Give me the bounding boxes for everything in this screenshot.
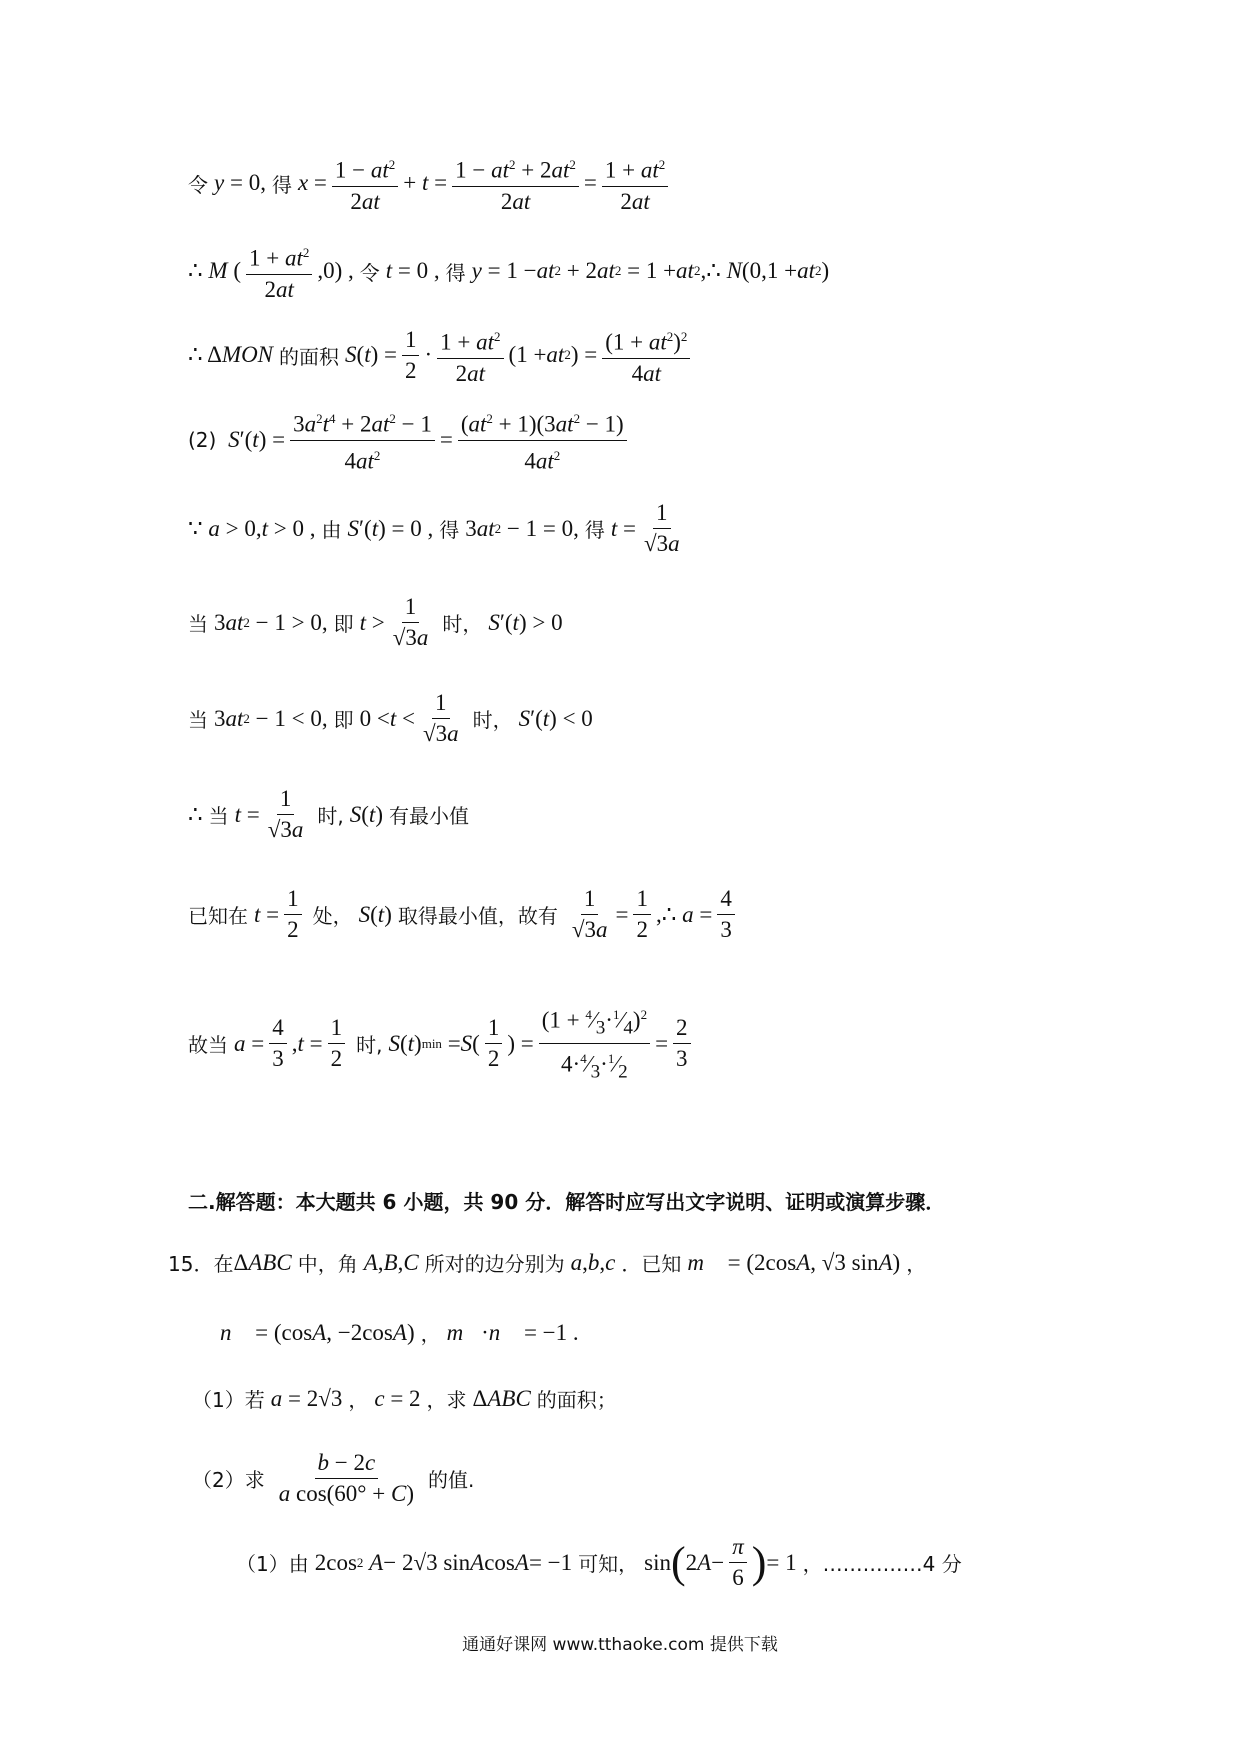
problem-line-4: （2）求 $\frac{b - 2c}{\text{a cos(60° + C)}}$ 的值. [192, 1450, 475, 1506]
solution-line-5: ∵ a > 0, t > 0 , 由 S ′( t ) = 0 , 得 3 at 2 − 1 = 0, 得 t = $\frac{1}{√3a}$ [188, 500, 680, 556]
solution-line-6: 当 3 at 2 − 1 > 0, 即 t > $\frac{1}{√3a}$ 时， S ′( t ) > 0 [188, 594, 563, 650]
solution-line-10: 故当 a = $\frac{4}{3}$ , t = $\frac{1}{2}$ 时, S ( t ) min = S ( $\frac{1}{2}$ ) = $\frac{(1 + ^4⁄_3\cdot^1⁄_4)^2}{4\cdot^4⁄_3\cdot^1⁄_2}$ = $\frac{2}{3}$ [188, 1000, 696, 1088]
solution-line-3: ∴ Δ MON 的面积 S ( t ) = $\frac{1}{2}$ · $\frac{1 + at^2}{2at}$ (1 + at 2 ) = $\frac{(1 + at^2)^2}{4at}$ [188, 322, 695, 389]
solution-line-9: 已知在 t = $\frac{1}{2}$ 处， S ( t ) 取得最小值，故有 $\frac{1}{√3a}$ = $\frac{1}{2}$ ,∴ a = $\frac{4}{3}$ [188, 884, 740, 945]
answer-line-1: （1）由 2cos 2 A − 2√3 sin A cos A = −1 可知， sin ( 2 A − $\frac{\pi}{6}$ ) = 1 ，……………4 分 [236, 1534, 962, 1590]
section-heading: 二.解答题：本大题共 6 小题，共 90 分．解答时应写出文字说明、证明或演算步骤． [188, 1190, 946, 1214]
problem-line-2: n⃗ = (cos A , −2cos A ) ， m⃗ · n⃗ = −1 . [220, 1319, 579, 1346]
problem-line-1: 15．在 Δ ABC 中，角 A , B , C 所对的边分别为 a , b , c ．已知 m⃗ = (2cos A , √3 sin A ) ， [168, 1249, 927, 1276]
problem-line-3: （1）若 a = 2√3 ， c = 2 ，求 Δ ABC 的面积； [192, 1385, 617, 1412]
solution-line-1: 令 y = 0, 得 x = $\frac{1 - at^2}{2at}$ + t = $\frac{1 - at^2 + 2at^2}{2at}$ = $\frac{1 + at^2}{2at}$ [188, 150, 673, 217]
solution-line-4: (2) S ′( t ) = $\frac{3a^2t^4 + 2at^2 - 1}{4at^2}$ = $\frac{(at^2 + 1)(3at^2 - 1)}{4at^2}$ [188, 404, 632, 476]
solution-line-2: ∴ M ( $\frac{1 + at^2}{2at}$ ,0) , 令 t = 0 , 得 y = 1 − at 2 + 2 at 2 = 1 + at 2 ,∴ N (0,1 + at 2 ) [188, 238, 829, 305]
solution-line-8: ∴ 当 t = $\frac{1}{√3a}$ 时, S ( t ) 有最小值 [188, 786, 469, 842]
footer-credit: 通通好课网 www.tthaoke.com 提供下载 [462, 1635, 778, 1655]
solution-line-7: 当 3 at 2 − 1 < 0, 即 0 < t < $\frac{1}{√3a}$ 时， S ′( t ) < 0 [188, 690, 593, 746]
